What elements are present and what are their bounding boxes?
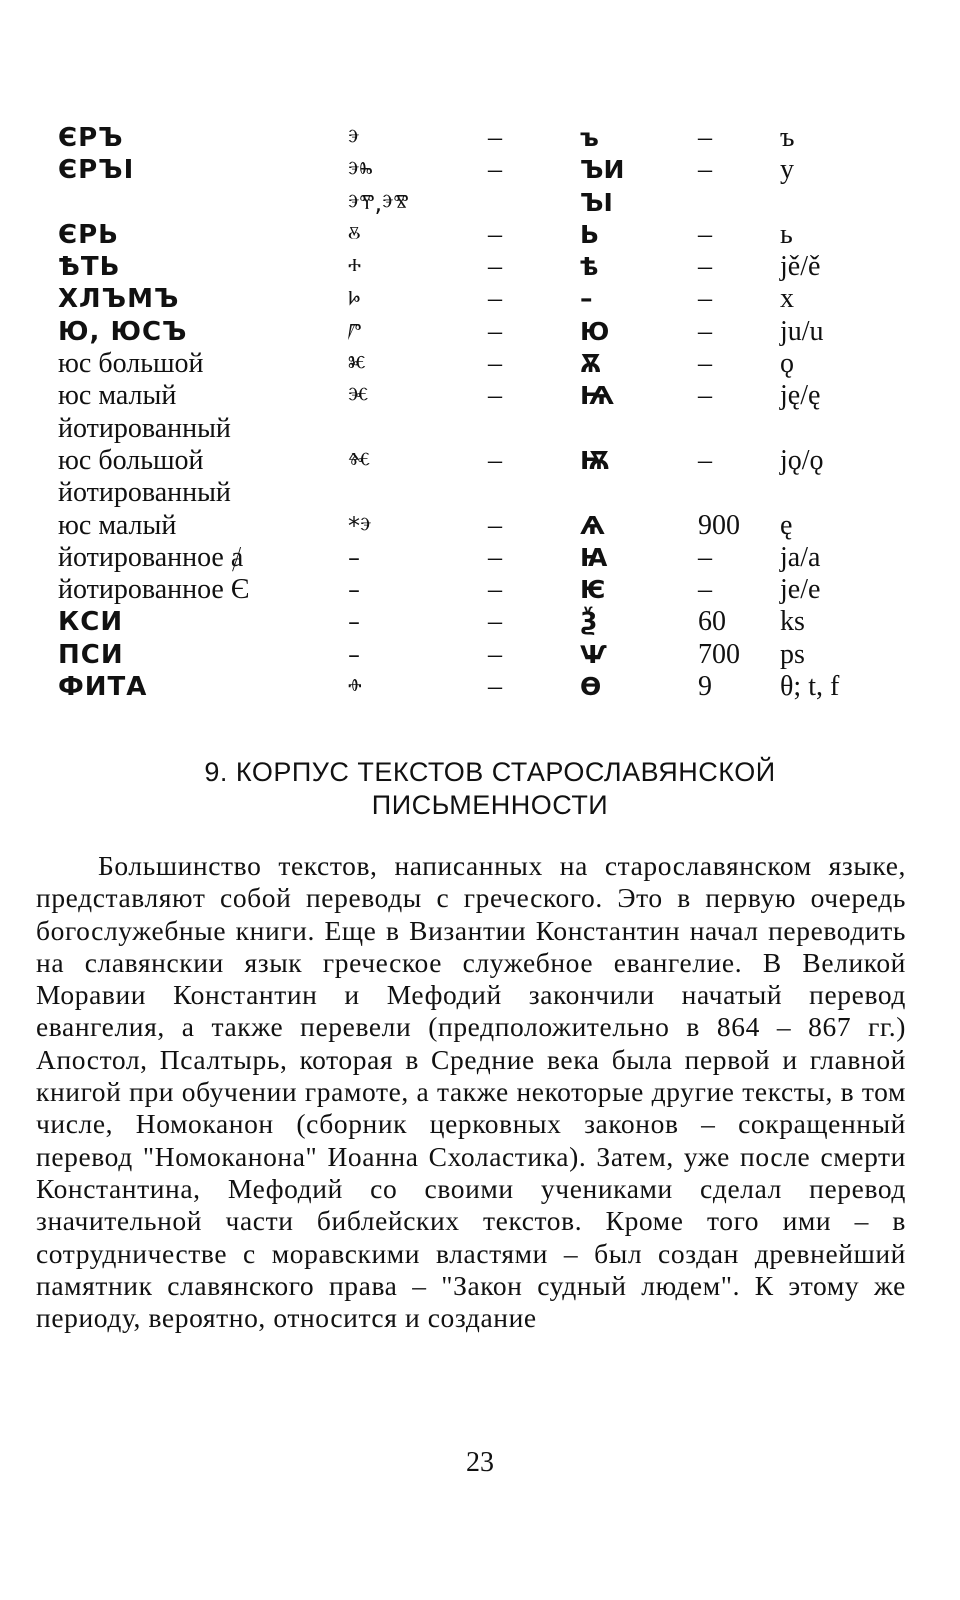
alphabet-row xyxy=(58,122,918,154)
letter-name: ЄРЪІ xyxy=(58,155,135,186)
alphabet-row xyxy=(58,219,918,251)
letter-name: Ю, ЮСЪ xyxy=(58,316,188,347)
transcription: ь xyxy=(780,218,793,250)
separator-dash: – xyxy=(488,251,502,283)
cyrillic-letter: Ѥ xyxy=(580,575,606,605)
transcription: ju/u xyxy=(780,315,824,347)
numeric-value: 9 xyxy=(698,671,712,703)
alphabet-row xyxy=(58,606,918,638)
letter-name: ЄРЪ xyxy=(58,123,124,153)
letter-name: йотированное ⱥ xyxy=(58,541,244,573)
letter-name: КСИ xyxy=(58,607,124,638)
cyrillic-letter: Ѫ xyxy=(580,349,602,379)
alphabet-row xyxy=(58,542,918,574)
numeric-value: – xyxy=(698,154,712,186)
cyrillic-letter: Ь xyxy=(580,219,600,249)
numeric-value: – xyxy=(698,444,712,476)
alphabet-row xyxy=(58,348,918,380)
glagolitic-letter: ⰰ xyxy=(348,253,362,282)
numeric-value: – xyxy=(698,315,712,347)
transcription: ja/a xyxy=(780,541,821,573)
numeric-value: 700 xyxy=(698,638,740,670)
transcription: ъ xyxy=(780,122,795,153)
alphabet-row xyxy=(58,445,918,477)
section-heading-line1: 9. КОРПУС ТЕКСТОВ СТАРОСЛАВЯНСКОЙ xyxy=(204,757,776,787)
letter-name: йотированный xyxy=(58,412,231,444)
transcription: θ; t, f xyxy=(780,671,840,703)
separator-dash: – xyxy=(488,218,502,250)
letter-name: йотированный xyxy=(58,477,231,509)
transcription: je/e xyxy=(780,574,821,606)
alphabet-row xyxy=(58,316,918,348)
glagolitic-letter: ⰵⰸ xyxy=(348,156,373,185)
separator-dash: – xyxy=(488,283,502,315)
cyrillic-letter: Ѭ xyxy=(580,445,611,475)
letter-name: юс малый xyxy=(58,509,177,541)
separator-dash: – xyxy=(488,154,502,186)
numeric-value: – xyxy=(698,218,712,250)
glagolitic-letter: – xyxy=(348,608,360,637)
letter-name: ЄРЬ xyxy=(58,219,119,250)
alphabet-row xyxy=(58,639,918,671)
numeric-value: – xyxy=(698,348,712,380)
cyrillic-letter: ЪИ xyxy=(580,155,625,185)
numeric-value: 900 xyxy=(698,509,740,541)
numeric-value: – xyxy=(698,541,712,573)
letter-name: юс большой xyxy=(58,348,204,380)
glagolitic-letter: – xyxy=(348,543,360,572)
cyrillic-letter: ѣ xyxy=(580,252,599,282)
cyrillic-letter: – xyxy=(580,284,593,314)
alphabet-row xyxy=(58,574,918,606)
glagolitic-letter: ⰵ xyxy=(348,124,360,152)
letter-name: юс малый xyxy=(58,380,177,412)
separator-dash: – xyxy=(488,574,502,606)
transcription: ję/ę xyxy=(780,380,821,412)
cyrillic-letter: Ѩ xyxy=(580,381,614,411)
cyrillic-letter: Ю xyxy=(580,316,610,346)
numeric-value: – xyxy=(698,380,712,412)
numeric-value: – xyxy=(698,251,712,283)
letter-name: юс большой xyxy=(58,444,204,476)
separator-dash: – xyxy=(488,315,502,347)
transcription: ps xyxy=(780,638,805,670)
transcription: ǫ xyxy=(780,348,794,380)
cyrillic-letter: ъ xyxy=(580,123,599,152)
alphabet-row xyxy=(58,251,918,283)
numeric-value: – xyxy=(698,574,712,606)
alphabet-row xyxy=(58,380,918,412)
transcription: x xyxy=(780,283,794,315)
separator-dash: – xyxy=(488,638,502,670)
separator-dash: – xyxy=(488,671,502,703)
section-heading-line2: ПИСЬМЕННОСТИ xyxy=(371,790,609,820)
cyrillic-letter: Ѱ xyxy=(580,639,607,669)
transcription: y xyxy=(780,154,794,186)
alphabet-row xyxy=(58,154,918,186)
alphabet-row xyxy=(58,283,918,315)
cyrillic-letter: ЪІ xyxy=(580,187,613,217)
separator-dash: – xyxy=(488,380,502,412)
glagolitic-letter: ⱙ xyxy=(348,446,371,475)
numeric-value: – xyxy=(698,122,712,153)
alphabet-row xyxy=(58,671,918,703)
separator-dash: – xyxy=(488,541,502,573)
cyrillic-letter: Ѳ xyxy=(580,672,602,702)
glagolitic-letter: ⱈ xyxy=(348,285,361,314)
separator-dash: – xyxy=(488,348,502,380)
separator-dash: – xyxy=(488,509,502,541)
numeric-value: – xyxy=(698,283,712,315)
glagolitic-letter: ⰵⰹ,ⰵⰺ xyxy=(348,188,409,217)
cyrillic-letter: Ѯ xyxy=(580,607,598,637)
glagolitic-letter: – xyxy=(348,640,360,669)
transcription: ę xyxy=(780,509,793,541)
glagolitic-letter: *ⰵ xyxy=(348,511,372,540)
alphabet-table xyxy=(58,122,918,703)
alphabet-row xyxy=(58,413,918,445)
letter-name: ѢТЬ xyxy=(58,252,121,283)
glagolitic-letter: ⰻ xyxy=(348,220,361,249)
letter-name: ПСИ xyxy=(58,639,124,670)
separator-dash: – xyxy=(488,606,502,638)
glagolitic-letter: ⱓ xyxy=(348,317,362,346)
glagolitic-letter: ⱗ xyxy=(348,382,369,411)
alphabet-row xyxy=(58,477,918,509)
cyrillic-letter: Ѧ xyxy=(580,510,605,540)
numeric-value: 60 xyxy=(698,606,726,638)
letter-name: йотированное Є xyxy=(58,574,250,606)
transcription: jě/ě xyxy=(780,251,821,283)
separator-dash: – xyxy=(488,122,502,153)
glagolitic-letter: ⱘ xyxy=(348,350,366,379)
page-number: 23 xyxy=(466,1447,494,1478)
glagolitic-letter: – xyxy=(348,576,360,605)
glagolitic-letter: ⱚ xyxy=(348,673,362,702)
letter-name: ФИТА xyxy=(58,672,148,703)
alphabet-row xyxy=(58,187,918,219)
section-heading xyxy=(80,756,900,822)
separator-dash: – xyxy=(488,444,502,476)
alphabet-row xyxy=(58,510,918,542)
transcription: ks xyxy=(780,606,805,638)
cyrillic-letter: Ꙗ xyxy=(580,542,608,572)
letter-name: ХЛЪМЪ xyxy=(58,284,180,315)
body-paragraph: Большинство текстов, написанных на старославянском языке, представляют собой переводы с греческого. Это в первую очередь богослужебные книги. Еще в Византии Константин начал переводить на славянскии язык греческое служебное евангелие. В Великой Моравии Константин и Мефодий закончили начатый перевод евангелия, а также перевели (предположительно в 864 – 867 гг.) Апостол, Псалтырь, которая в Средние века была первой и главной книгой при обучении грамоте, а также некоторые другие тексты, в том числе, Номоканон (сборник церковных законов – сокращенный перевод "Номоканона" Иоанна Схоластика). Затем, уже после смерти Константина, Мефодий со своими учениками сделал перевод значительной части библейских текстов. Кроме того ими – в сотрудничестве с моравскими властями – был создан древнейший памятник славянского права – "Закон судный людем". К этому же периоду, вероятно, относится и создание xyxy=(36,850,906,1334)
transcription: jǫ/ǫ xyxy=(780,444,824,476)
